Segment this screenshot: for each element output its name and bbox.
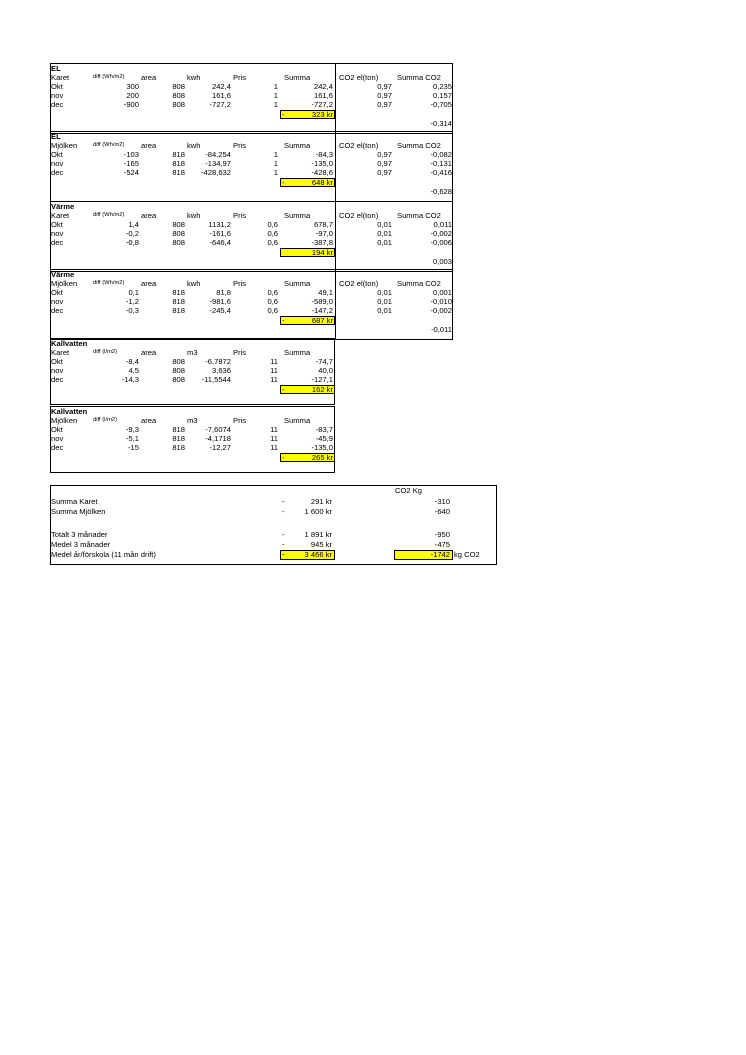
total-dash: - bbox=[282, 453, 285, 462]
table-cell: dec bbox=[51, 238, 64, 247]
table-cell: -0,082 bbox=[430, 150, 452, 159]
block-title: Kallvatten bbox=[51, 339, 88, 348]
summary-dash: - bbox=[282, 507, 285, 516]
table-cell: 0,97 bbox=[377, 82, 392, 91]
summary-dash: - bbox=[282, 530, 285, 539]
column-header: Summa bbox=[284, 416, 311, 425]
table-cell: -83,7 bbox=[315, 425, 333, 434]
table-cell: -0,002 bbox=[430, 306, 452, 315]
table-cell: -1,2 bbox=[125, 297, 139, 306]
co2-unit: kg CO2 bbox=[454, 550, 480, 559]
table-cell: dec bbox=[51, 443, 64, 452]
block-title: Värme bbox=[51, 270, 75, 279]
block-title: EL bbox=[51, 132, 61, 141]
table-cell: 161,6 bbox=[313, 91, 333, 100]
table-cell: -161,6 bbox=[209, 229, 231, 238]
table-cell: -6,7872 bbox=[205, 357, 231, 366]
block-total: 648 kr bbox=[311, 178, 333, 187]
table-cell: dec bbox=[51, 306, 64, 315]
table-cell: 678,7 bbox=[313, 220, 333, 229]
column-header: Karet bbox=[51, 73, 70, 82]
table-cell: 3,636 bbox=[211, 366, 231, 375]
column-header: m3 bbox=[187, 348, 198, 357]
table-cell: -0,2 bbox=[125, 229, 139, 238]
summary-label: Summa Mjölken bbox=[51, 507, 106, 516]
table-cell: 0,6 bbox=[267, 238, 278, 247]
table-cell: 808 bbox=[172, 91, 185, 100]
table-cell: Okt bbox=[51, 150, 63, 159]
column-header: Summa bbox=[284, 211, 311, 220]
block-total: 265 kr bbox=[311, 453, 333, 462]
table-cell: dec bbox=[51, 168, 64, 177]
column-header: Pris bbox=[233, 416, 247, 425]
table-cell: 0,97 bbox=[377, 91, 392, 100]
table-cell: -165 bbox=[123, 159, 139, 168]
table-cell: 11 bbox=[270, 434, 278, 443]
table-cell: 0,011 bbox=[433, 220, 452, 229]
table-cell: 0,97 bbox=[377, 168, 392, 177]
table-cell: -8,4 bbox=[125, 357, 139, 366]
table-cell: -74,7 bbox=[315, 357, 333, 366]
block-total: 687 kr bbox=[311, 316, 333, 325]
column-header: area bbox=[141, 141, 157, 150]
table-cell: 0,235 bbox=[432, 82, 452, 91]
block-total: 323 kr bbox=[311, 110, 333, 119]
table-cell: 0,01 bbox=[377, 306, 392, 315]
summary-amount: 3 466 kr bbox=[304, 550, 332, 559]
table-cell: 1 bbox=[273, 159, 278, 168]
column-header: Pris bbox=[233, 279, 247, 288]
table-cell: -0,131 bbox=[430, 159, 452, 168]
table-cell: 11 bbox=[270, 366, 278, 375]
summary-amount: 945 kr bbox=[310, 540, 332, 549]
table-cell: -7,6074 bbox=[205, 425, 231, 434]
column-header: Pris bbox=[233, 211, 247, 220]
table-cell: nov bbox=[51, 297, 64, 306]
table-cell: -0,002 bbox=[430, 229, 452, 238]
table-cell: 1 bbox=[273, 168, 278, 177]
table-cell: 0,6 bbox=[267, 220, 278, 229]
table-cell: 1 bbox=[273, 91, 278, 100]
total-dash: - bbox=[282, 110, 285, 119]
table-cell: 0,001 bbox=[432, 288, 452, 297]
table-cell: -4,1718 bbox=[205, 434, 231, 443]
table-cell: -0,416 bbox=[430, 168, 452, 177]
summary-amount: 1 891 kr bbox=[304, 530, 332, 539]
table-cell: -981,6 bbox=[209, 297, 231, 306]
block-title: EL bbox=[51, 64, 61, 73]
column-header: diff (Wh/m2) bbox=[93, 142, 125, 148]
table-cell: 0,6 bbox=[267, 297, 278, 306]
summary-label: Summa Karet bbox=[51, 497, 98, 506]
column-header: diff (Wh/m2) bbox=[93, 212, 125, 218]
table-cell: -103 bbox=[123, 150, 139, 159]
table-cell: dec bbox=[51, 100, 64, 109]
table-cell: -428,6 bbox=[311, 168, 333, 177]
table-cell: 0,6 bbox=[267, 306, 278, 315]
column-header: CO2 el(ton) bbox=[339, 279, 379, 288]
summary-co2: -475 bbox=[434, 540, 450, 549]
table-cell: 11 bbox=[270, 375, 278, 384]
table-cell: 200 bbox=[126, 91, 139, 100]
column-header: Pris bbox=[233, 141, 247, 150]
summary-co2: -640 bbox=[434, 507, 450, 516]
table-cell: 49,1 bbox=[318, 288, 333, 297]
table-cell: 242,4 bbox=[313, 82, 333, 91]
column-header: Summa bbox=[284, 73, 311, 82]
table-cell: 0,01 bbox=[377, 288, 392, 297]
table-cell: 0,6 bbox=[267, 288, 278, 297]
block-title: Kallvatten bbox=[51, 407, 88, 416]
column-header: CO2 el(ton) bbox=[339, 73, 379, 82]
table-cell: -135,0 bbox=[311, 159, 333, 168]
table-cell: -900 bbox=[123, 100, 139, 109]
table-cell: -5,1 bbox=[125, 434, 139, 443]
table-cell: 0,01 bbox=[377, 220, 392, 229]
table-cell: -428,632 bbox=[201, 168, 231, 177]
table-cell: 1,4 bbox=[128, 220, 139, 229]
table-cell: 818 bbox=[172, 159, 185, 168]
table-cell: -0,8 bbox=[125, 238, 139, 247]
table-cell: -727,2 bbox=[311, 100, 333, 109]
table-cell: -15 bbox=[128, 443, 139, 452]
column-header: area bbox=[141, 348, 157, 357]
column-header: Summa bbox=[284, 141, 311, 150]
column-header: area bbox=[141, 211, 157, 220]
table-cell: 818 bbox=[172, 288, 185, 297]
column-header: diff (l/m2) bbox=[93, 349, 118, 355]
column-header: Mjölken bbox=[51, 279, 78, 288]
co2-total: 0,003 bbox=[432, 257, 452, 266]
table-cell: 1 bbox=[273, 82, 278, 91]
table-cell: dec bbox=[51, 375, 64, 384]
column-header: area bbox=[141, 279, 157, 288]
table-cell: 40,0 bbox=[318, 366, 333, 375]
table-cell: -14,3 bbox=[121, 375, 139, 384]
column-header: Summa CO2 bbox=[397, 279, 441, 288]
table-cell: 11 bbox=[270, 357, 278, 366]
column-header: Summa CO2 bbox=[397, 73, 441, 82]
column-header: Pris bbox=[233, 73, 247, 82]
column-header: m3 bbox=[187, 416, 198, 425]
table-cell: -589,0 bbox=[311, 297, 333, 306]
table-cell: -135,0 bbox=[311, 443, 333, 452]
summary-label: Totalt 3 månader bbox=[51, 530, 108, 539]
table-cell: Okt bbox=[51, 288, 63, 297]
table-cell: nov bbox=[51, 366, 64, 375]
table-cell: 1 bbox=[273, 150, 278, 159]
table-cell: 0,97 bbox=[377, 150, 392, 159]
table-cell: 11 bbox=[270, 425, 278, 434]
co2-total: -0,628 bbox=[430, 187, 452, 196]
table-cell: -12,27 bbox=[209, 443, 231, 452]
column-header: kwh bbox=[187, 73, 201, 82]
table-cell: 808 bbox=[172, 100, 185, 109]
summary-dash: - bbox=[282, 540, 285, 549]
table-cell: nov bbox=[51, 229, 64, 238]
table-cell: -0,006 bbox=[430, 238, 452, 247]
table-cell: -45,9 bbox=[315, 434, 333, 443]
block-total: 194 kr bbox=[311, 248, 333, 257]
summary-label: Medel 3 månader bbox=[51, 540, 111, 549]
table-cell: 300 bbox=[126, 82, 139, 91]
column-header: Karet bbox=[51, 348, 70, 357]
table-cell: nov bbox=[51, 91, 64, 100]
table-cell: -84,3 bbox=[315, 150, 333, 159]
column-header: kwh bbox=[187, 279, 201, 288]
table-cell: 161,6 bbox=[211, 91, 231, 100]
summary-co2: -1742 bbox=[430, 550, 450, 559]
column-header: diff (Wh/m2) bbox=[93, 74, 125, 80]
table-cell: 808 bbox=[172, 229, 185, 238]
table-cell: 4,5 bbox=[128, 366, 139, 375]
column-header: Summa bbox=[284, 348, 311, 357]
table-cell: 808 bbox=[172, 357, 185, 366]
table-cell: -147,2 bbox=[311, 306, 333, 315]
table-cell: 818 bbox=[172, 150, 185, 159]
table-cell: 808 bbox=[172, 220, 185, 229]
column-header: Mjölken bbox=[51, 141, 78, 150]
table-cell: 11 bbox=[270, 443, 278, 452]
summary-amount: 291 kr bbox=[310, 497, 332, 506]
table-cell: Okt bbox=[51, 220, 63, 229]
table-cell: nov bbox=[51, 159, 64, 168]
table-cell: Okt bbox=[51, 357, 63, 366]
table-cell: -97,0 bbox=[315, 229, 333, 238]
table-cell: 1131,2 bbox=[208, 220, 231, 229]
table-cell: -646,4 bbox=[209, 238, 231, 247]
summary-co2: -950 bbox=[434, 530, 450, 539]
table-cell: 818 bbox=[172, 425, 185, 434]
column-header: area bbox=[141, 416, 157, 425]
column-header: Summa CO2 bbox=[397, 141, 441, 150]
column-header: kwh bbox=[187, 211, 201, 220]
column-header: CO2 el(ton) bbox=[339, 211, 379, 220]
column-header: Summa CO2 bbox=[397, 211, 441, 220]
table-cell: 0,6 bbox=[267, 229, 278, 238]
table-cell: 1 bbox=[273, 100, 278, 109]
column-header: Mjölken bbox=[51, 416, 78, 425]
table-cell: 818 bbox=[172, 434, 185, 443]
summary-dash: - bbox=[282, 497, 285, 506]
column-header: diff (Wh/m2) bbox=[93, 280, 125, 286]
table-cell: nov bbox=[51, 434, 64, 443]
table-cell: 0,01 bbox=[377, 238, 392, 247]
column-header: Karet bbox=[51, 211, 70, 220]
block-title: Värme bbox=[51, 202, 75, 211]
summary-label: Medel år/förskola (11 mån drift) bbox=[51, 550, 156, 559]
table-cell: 0,157 bbox=[432, 91, 452, 100]
table-cell: Okt bbox=[51, 425, 63, 434]
table-cell: 0,01 bbox=[377, 297, 392, 306]
co2-total: -0,011 bbox=[431, 325, 452, 334]
table-cell: 0,97 bbox=[377, 100, 392, 109]
block-total: 162 kr bbox=[311, 385, 333, 394]
table-cell: -84,254 bbox=[205, 150, 231, 159]
table-cell: -727,2 bbox=[209, 100, 231, 109]
table-cell: 808 bbox=[172, 375, 185, 384]
column-header: CO2 el(ton) bbox=[339, 141, 379, 150]
table-cell: 818 bbox=[172, 306, 185, 315]
table-cell: -0,010 bbox=[430, 297, 452, 306]
column-header: kwh bbox=[187, 141, 201, 150]
table-cell: 808 bbox=[172, 82, 185, 91]
table-cell: -245,4 bbox=[209, 306, 231, 315]
summary-co2: -310 bbox=[434, 497, 450, 506]
table-cell: 818 bbox=[172, 297, 185, 306]
table-cell: -127,1 bbox=[311, 375, 333, 384]
co2-total: -0,314 bbox=[430, 119, 452, 128]
table-cell: 818 bbox=[172, 168, 185, 177]
table-cell: 818 bbox=[172, 443, 185, 452]
column-header: diff (l/m2) bbox=[93, 417, 118, 423]
summary-amount: 1 600 kr bbox=[304, 507, 332, 516]
summary-dash: - bbox=[282, 550, 285, 559]
table-cell: -0,705 bbox=[430, 100, 452, 109]
table-cell: -11,5544 bbox=[201, 375, 231, 384]
table-cell: Okt bbox=[51, 82, 63, 91]
total-dash: - bbox=[282, 178, 285, 187]
total-dash: - bbox=[282, 385, 285, 394]
column-header: area bbox=[141, 73, 157, 82]
table-cell: -134,97 bbox=[205, 159, 231, 168]
co2-header: CO2 Kg bbox=[395, 486, 423, 495]
table-cell: 81,8 bbox=[216, 288, 231, 297]
table-cell: 0,1 bbox=[128, 288, 139, 297]
table-cell: 808 bbox=[172, 366, 185, 375]
table-cell: -387,8 bbox=[311, 238, 333, 247]
table-cell: 808 bbox=[172, 238, 185, 247]
table-cell: -524 bbox=[123, 168, 139, 177]
column-header: Pris bbox=[233, 348, 247, 357]
total-dash: - bbox=[282, 316, 285, 325]
column-header: Summa bbox=[284, 279, 311, 288]
table-cell: -9,3 bbox=[125, 425, 139, 434]
table-cell: 0,97 bbox=[377, 159, 392, 168]
table-cell: 0,01 bbox=[377, 229, 392, 238]
table-cell: -0,3 bbox=[125, 306, 139, 315]
table-cell: 242,4 bbox=[211, 82, 231, 91]
